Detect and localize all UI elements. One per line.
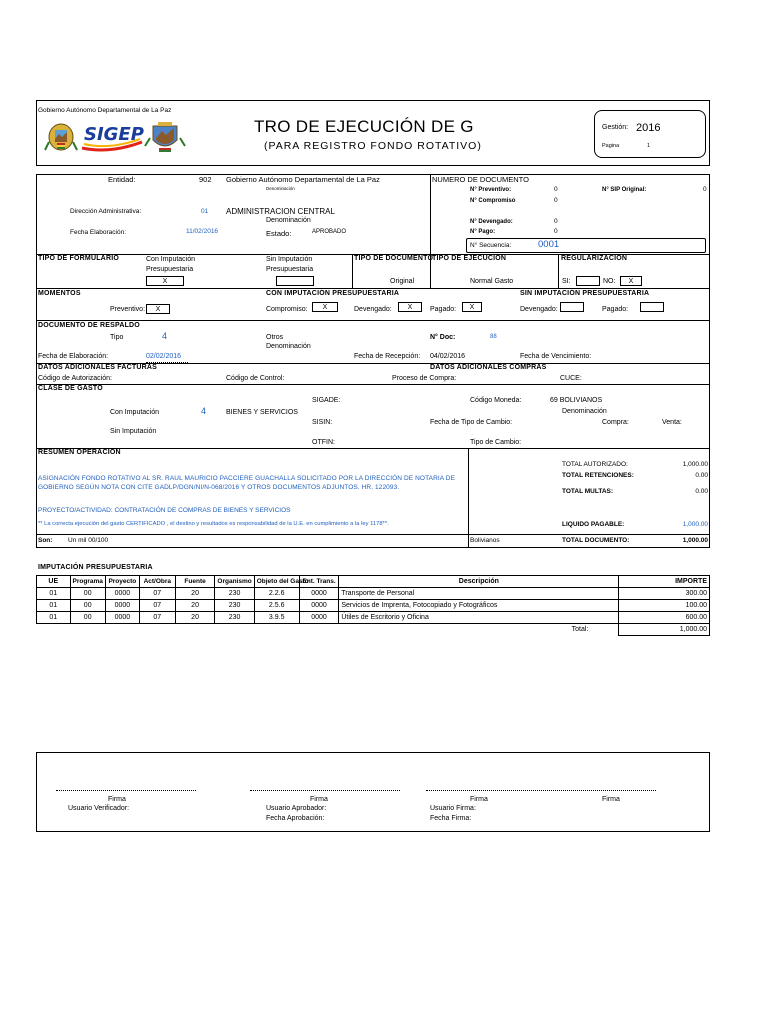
regularizacion-header: REGULARIZACION <box>561 255 628 262</box>
cell-importe: 300.00 <box>619 588 710 600</box>
table-row <box>37 612 710 624</box>
direccion-denominacion: Denominación <box>266 217 311 224</box>
tipo-ejecucion-header: TIPO DE EJECUCION <box>432 255 507 262</box>
cell-descripcion: Útiles de Escritorio y Oficina <box>339 612 619 624</box>
sisin-label: SISIN: <box>312 419 333 426</box>
momento-pagado-label: Pagado: <box>430 306 457 313</box>
respaldo-tipo-value: 4 <box>162 331 168 341</box>
cell-ent-trans: 0000 <box>299 612 339 624</box>
sin-imputacion-header: SIN IMPUTACIÓN PRESUPUESTARIA <box>520 290 650 297</box>
cell-organismo: 230 <box>215 588 254 600</box>
cell-importe: 100.00 <box>619 600 710 612</box>
total-multas-label: TOTAL MULTAS: <box>562 488 614 495</box>
facturas-header: DATOS ADICIONALES FACTURAS <box>38 364 158 371</box>
son-value: Un mil 00/100 <box>68 537 109 544</box>
compras-header: DATOS ADICIONALES COMPRAS <box>430 364 547 371</box>
firma-label-2: Firma <box>310 796 328 803</box>
cell-organismo: 230 <box>215 600 254 612</box>
total-retenciones-label: TOTAL RETENCIONES: <box>562 472 634 479</box>
compromiso-label: N° Compromiso <box>470 198 516 204</box>
firma-label-3: Firma <box>470 796 488 803</box>
col-ent-trans: Ent. Trans. <box>299 576 339 588</box>
row-divider-momentos <box>36 288 710 289</box>
la-paz-coat-of-arms-icon <box>144 120 186 154</box>
cell-objeto-gasto: 3.9.5 <box>254 612 299 624</box>
imputacion-total-label: Total: <box>571 626 589 634</box>
regularizacion-si-checkbox[interactable] <box>576 276 600 286</box>
devengado-label: N° Devengado: <box>470 219 513 225</box>
momento-preventivo-checkbox[interactable]: X <box>146 304 170 314</box>
signatures-frame <box>36 752 710 832</box>
clase-con-imputacion-code: 4 <box>201 406 207 416</box>
momento-sin-pagado-checkbox[interactable] <box>640 302 664 312</box>
total-autorizado-label: TOTAL AUTORIZADO: <box>562 461 628 468</box>
col-act-obra: Act/Obra <box>139 576 175 588</box>
cell-ue: 01 <box>37 588 71 600</box>
compra-label: Compra: <box>602 419 629 426</box>
row-divider-respaldo <box>36 320 710 321</box>
aprobador-label: Usuario Aprobador: <box>266 805 327 812</box>
pagina-label: Pagina <box>602 143 620 149</box>
row-divider-resumen <box>36 448 710 449</box>
tipo-ejecucion-value: Normal Gasto <box>470 278 514 285</box>
cell-ent-trans: 0000 <box>299 600 339 612</box>
numero-doc-divider <box>430 174 431 254</box>
col-fuente: Fuente <box>175 576 215 588</box>
sigep-logo-text: SIGEP <box>84 124 144 145</box>
cell-act-obra: 07 <box>139 600 175 612</box>
col-descripcion: Descripción <box>339 576 619 588</box>
direccion-name: ADMINISTRACION CENTRAL <box>226 207 335 216</box>
gestion-value: 2016 <box>636 122 661 134</box>
tipo-documento-header: TIPO DE DOCUMENTO <box>354 255 434 262</box>
verificador-label: Usuario Verificador: <box>68 805 130 812</box>
col-organismo: Organismo <box>215 576 254 588</box>
page-title: TRO DE EJECUCIÓN DE G <box>254 117 474 136</box>
moneda-text: Bolivianos <box>470 537 500 544</box>
respaldo-tipo-name: Otros <box>266 334 284 341</box>
imputacion-header-row <box>37 576 710 588</box>
direccion-label: Dirección Administrativa: <box>70 208 142 215</box>
fecha-tipo-cambio-label: Fecha de Tipo de Cambio: <box>430 419 513 426</box>
momento-preventivo-label: Preventivo: <box>110 306 146 313</box>
preventivo-label: N° Preventivo: <box>470 187 512 193</box>
firma-line-3 <box>426 790 656 791</box>
regularizacion-no-label: NO: <box>603 278 616 285</box>
col-objeto-gasto: Objeto del Gasto <box>254 576 299 588</box>
cell-descripcion: Transporte de Personal <box>339 588 619 600</box>
total-documento-label: TOTAL DOCUMENTO: <box>562 537 630 544</box>
cell-ue: 01 <box>37 612 71 624</box>
cell-ent-trans: 0000 <box>299 588 339 600</box>
firma-label-1: Firma <box>108 796 126 803</box>
liquido-pagable-value: 1,000.00 <box>682 521 708 528</box>
col-programa: Programa <box>70 576 105 588</box>
fecha-elaboracion-value: 11/02/2016 <box>186 228 219 235</box>
estado-label: Estado: <box>266 229 292 238</box>
cell-descripcion: Servicios de Imprenta, Fotocopiado y Fotográficos <box>339 600 619 612</box>
cell-organismo: 230 <box>215 612 254 624</box>
ndoc-label: N° Doc: <box>430 334 456 341</box>
regularizacion-divider <box>558 254 559 288</box>
cell-fuente: 20 <box>175 588 215 600</box>
imputacion-table <box>36 575 710 636</box>
secuencia-label: N° Secuencia: <box>470 242 512 249</box>
cell-proyecto: 0000 <box>105 588 139 600</box>
total-documento-value: 1,000.00 <box>682 537 708 544</box>
col-proyecto: Proyecto <box>105 576 139 588</box>
preventivo-value: 0 <box>554 186 558 193</box>
col-importe: IMPORTE <box>619 576 710 588</box>
clase-sin-imputacion-label: Sin Imputación <box>110 428 157 435</box>
pago-label: N° Pago: <box>470 229 496 235</box>
gestion-label: Gestión: <box>602 124 629 131</box>
moneda-label: Código Moneda: <box>470 397 522 404</box>
cell-act-obra: 07 <box>139 588 175 600</box>
cell-ue: 01 <box>37 600 71 612</box>
son-label: Son: <box>38 537 53 544</box>
respaldo-header: DOCUMENTO DE RESPALDO <box>38 322 140 329</box>
fecha-recepcion-label: Fecha de Recepción: <box>354 353 421 360</box>
momento-devengado-checkbox[interactable]: X <box>398 302 422 312</box>
fecha-aprobacion-label: Fecha Aprobación: <box>266 815 325 822</box>
resumen-text-glosa: ASIGNACIÓN FONDO ROTATIVO AL SR. RAUL MAURICIO PACCIERE GUACHALLA SOLICITADO POR LA DIRECCIÓN DE NOTARIA DE GOBIERNO SEGÚN NOTA CON CITE GADLP/DGN/NI/N-068/2016 Y OTROS DOCUMENTOS ADJUNTOS. HR. 122093. <box>38 475 456 491</box>
imputacion-total-row <box>37 624 710 636</box>
cell-objeto-gasto: 2.5.6 <box>254 600 299 612</box>
venta-label: Venta: <box>662 419 682 426</box>
cell-programa: 00 <box>70 600 105 612</box>
con-imputacion-checkbox[interactable]: X <box>146 276 184 286</box>
cell-fuente: 20 <box>175 612 215 624</box>
clase-gasto-header: CLASE DE GASTO <box>38 385 103 392</box>
entidad-code: 902 <box>199 175 212 184</box>
con-imputacion-label: Con Imputación Presupuestaria <box>146 256 196 273</box>
fecha-elaboracion-label: Fecha Elaboración: <box>70 229 127 236</box>
fecha-elaboracion-doc-value: 02/02/2016 <box>146 353 182 360</box>
resumen-divider <box>468 448 469 548</box>
momento-pagado-checkbox[interactable]: X <box>462 302 482 312</box>
tipo-documento-value: Original <box>390 278 415 285</box>
liquido-pagable-label: LIQUIDO PAGABLE: <box>562 521 625 528</box>
tipo-documento-divider <box>352 254 353 288</box>
con-imputacion-header: CON IMPUTACIÓN PRESUPUESTARIA <box>266 290 400 297</box>
pagina-value: 1 <box>647 143 651 149</box>
col-ue: UE <box>37 576 71 588</box>
entidad-label: Entidad: <box>108 175 136 184</box>
cell-act-obra: 07 <box>139 612 175 624</box>
fecha-firma-label: Fecha Firma: <box>430 815 472 822</box>
cell-programa: 00 <box>70 588 105 600</box>
row-divider-clase <box>36 384 710 385</box>
sip-original-label: N° SIP Original: <box>602 187 647 193</box>
momentos-header: MOMENTOS <box>38 290 81 297</box>
tipo-ejecucion-divider <box>430 254 431 288</box>
total-retenciones-value: 0.00 <box>695 472 708 479</box>
cell-proyecto: 0000 <box>105 612 139 624</box>
resumen-text-leyenda: ** La correcta ejecución del gasto CERTIFICADO , el destino y resultados es responsabilidad de la U.E. en cumplimiento a la ley 1178**. <box>38 521 389 527</box>
total-multas-value: 0.00 <box>695 488 708 495</box>
table-row <box>37 588 710 600</box>
estado-value: APROBADO <box>312 229 347 235</box>
cell-objeto-gasto: 2.2.6 <box>254 588 299 600</box>
resumen-header: RESUMEN OPERACION <box>38 449 121 456</box>
org-name: Gobierno Autónomo Departamental de La Paz <box>38 107 172 114</box>
respaldo-tipo-label: Tipo <box>110 334 124 341</box>
momento-compromiso-label: Compromiso: <box>266 306 308 313</box>
firma-line-2 <box>250 790 400 791</box>
momento-sin-devengado-label: Devengado: <box>520 306 558 313</box>
cuce-label: CUCE: <box>560 375 582 382</box>
tipo-formulario-header: TIPO DE FORMULARIO <box>38 255 119 262</box>
secuencia-value: 0001 <box>538 239 560 250</box>
sigep-logo <box>80 124 144 152</box>
row-divider-son <box>36 534 710 535</box>
firma-label-4: Firma <box>602 796 620 803</box>
cell-fuente: 20 <box>175 600 215 612</box>
total-autorizado-value: 1,000.00 <box>682 461 708 468</box>
cell-programa: 00 <box>70 612 105 624</box>
regularizacion-no-checkbox[interactable]: X <box>620 276 642 286</box>
regularizacion-si-label: SI: <box>562 278 571 285</box>
sip-original-value: 0 <box>703 186 707 193</box>
cell-proyecto: 0000 <box>105 600 139 612</box>
otfin-label: OTFIN: <box>312 439 335 446</box>
momento-sin-pagado-label: Pagado: <box>602 306 629 313</box>
pago-value: 0 <box>554 228 558 235</box>
fecha-vencimiento-label: Fecha de Vencimiento: <box>520 353 592 360</box>
cell-importe: 600.00 <box>619 612 710 624</box>
momento-devengado-label: Devengado: <box>354 306 392 313</box>
gestion-box <box>594 110 706 158</box>
devengado-value: 0 <box>554 218 558 225</box>
sin-imputacion-label: Sin Imputación Presupuestaria <box>266 256 314 273</box>
table-row <box>37 600 710 612</box>
usuario-firma-label: Usuario Firma: <box>430 805 476 812</box>
momento-sin-devengado-checkbox[interactable] <box>560 302 584 312</box>
momento-compromiso-checkbox[interactable]: X <box>312 302 338 312</box>
entidad-denominacion: Denominación <box>266 186 295 191</box>
fecha-recepcion-value: 04/02/2016 <box>430 353 466 360</box>
bolivia-coat-of-arms-icon <box>44 120 78 154</box>
autorizacion-label: Código de Autorización: <box>38 375 112 382</box>
tipo-cambio-label: Tipo de Cambio: <box>470 439 522 446</box>
moneda-value: 69 BOLIVIANOS <box>550 397 603 404</box>
sin-imputacion-checkbox[interactable] <box>276 276 314 286</box>
resumen-text-proyecto: PROYECTO/ACTIVIDAD: CONTRATACIÓN DE COMPRAS DE BIENES Y SERVICIOS <box>38 507 291 514</box>
clase-con-imputacion-label: Con Imputación <box>110 409 160 416</box>
imputacion-total-value: 1,000.00 <box>619 624 710 636</box>
entidad-name: Gobierno Autónomo Departamental de La Paz <box>226 175 380 184</box>
imputacion-title: IMPUTACIÓN PRESUPUESTARIA <box>38 564 153 571</box>
control-label: Código de Control: <box>226 375 285 382</box>
clase-con-imputacion-name: BIENES Y SERVICIOS <box>226 409 298 416</box>
sigade-label: SIGADE: <box>312 397 341 404</box>
numero-doc-header: NUMERO DE DOCUMENTO <box>432 175 529 184</box>
direccion-code: 01 <box>201 208 209 215</box>
firma-line-1 <box>56 790 196 791</box>
respaldo-denominacion: Denominación <box>266 343 311 350</box>
fecha-elaboracion-doc-label: Fecha de Elaboración: <box>38 353 109 360</box>
moneda-denominacion: Denominación <box>562 408 607 415</box>
ndoc-value: 88 <box>490 334 497 340</box>
compromiso-value: 0 <box>554 197 558 204</box>
page-subtitle: (PARA REGISTRO FONDO ROTATIVO) <box>264 140 482 152</box>
proceso-compra-label: Proceso de Compra: <box>392 375 457 382</box>
